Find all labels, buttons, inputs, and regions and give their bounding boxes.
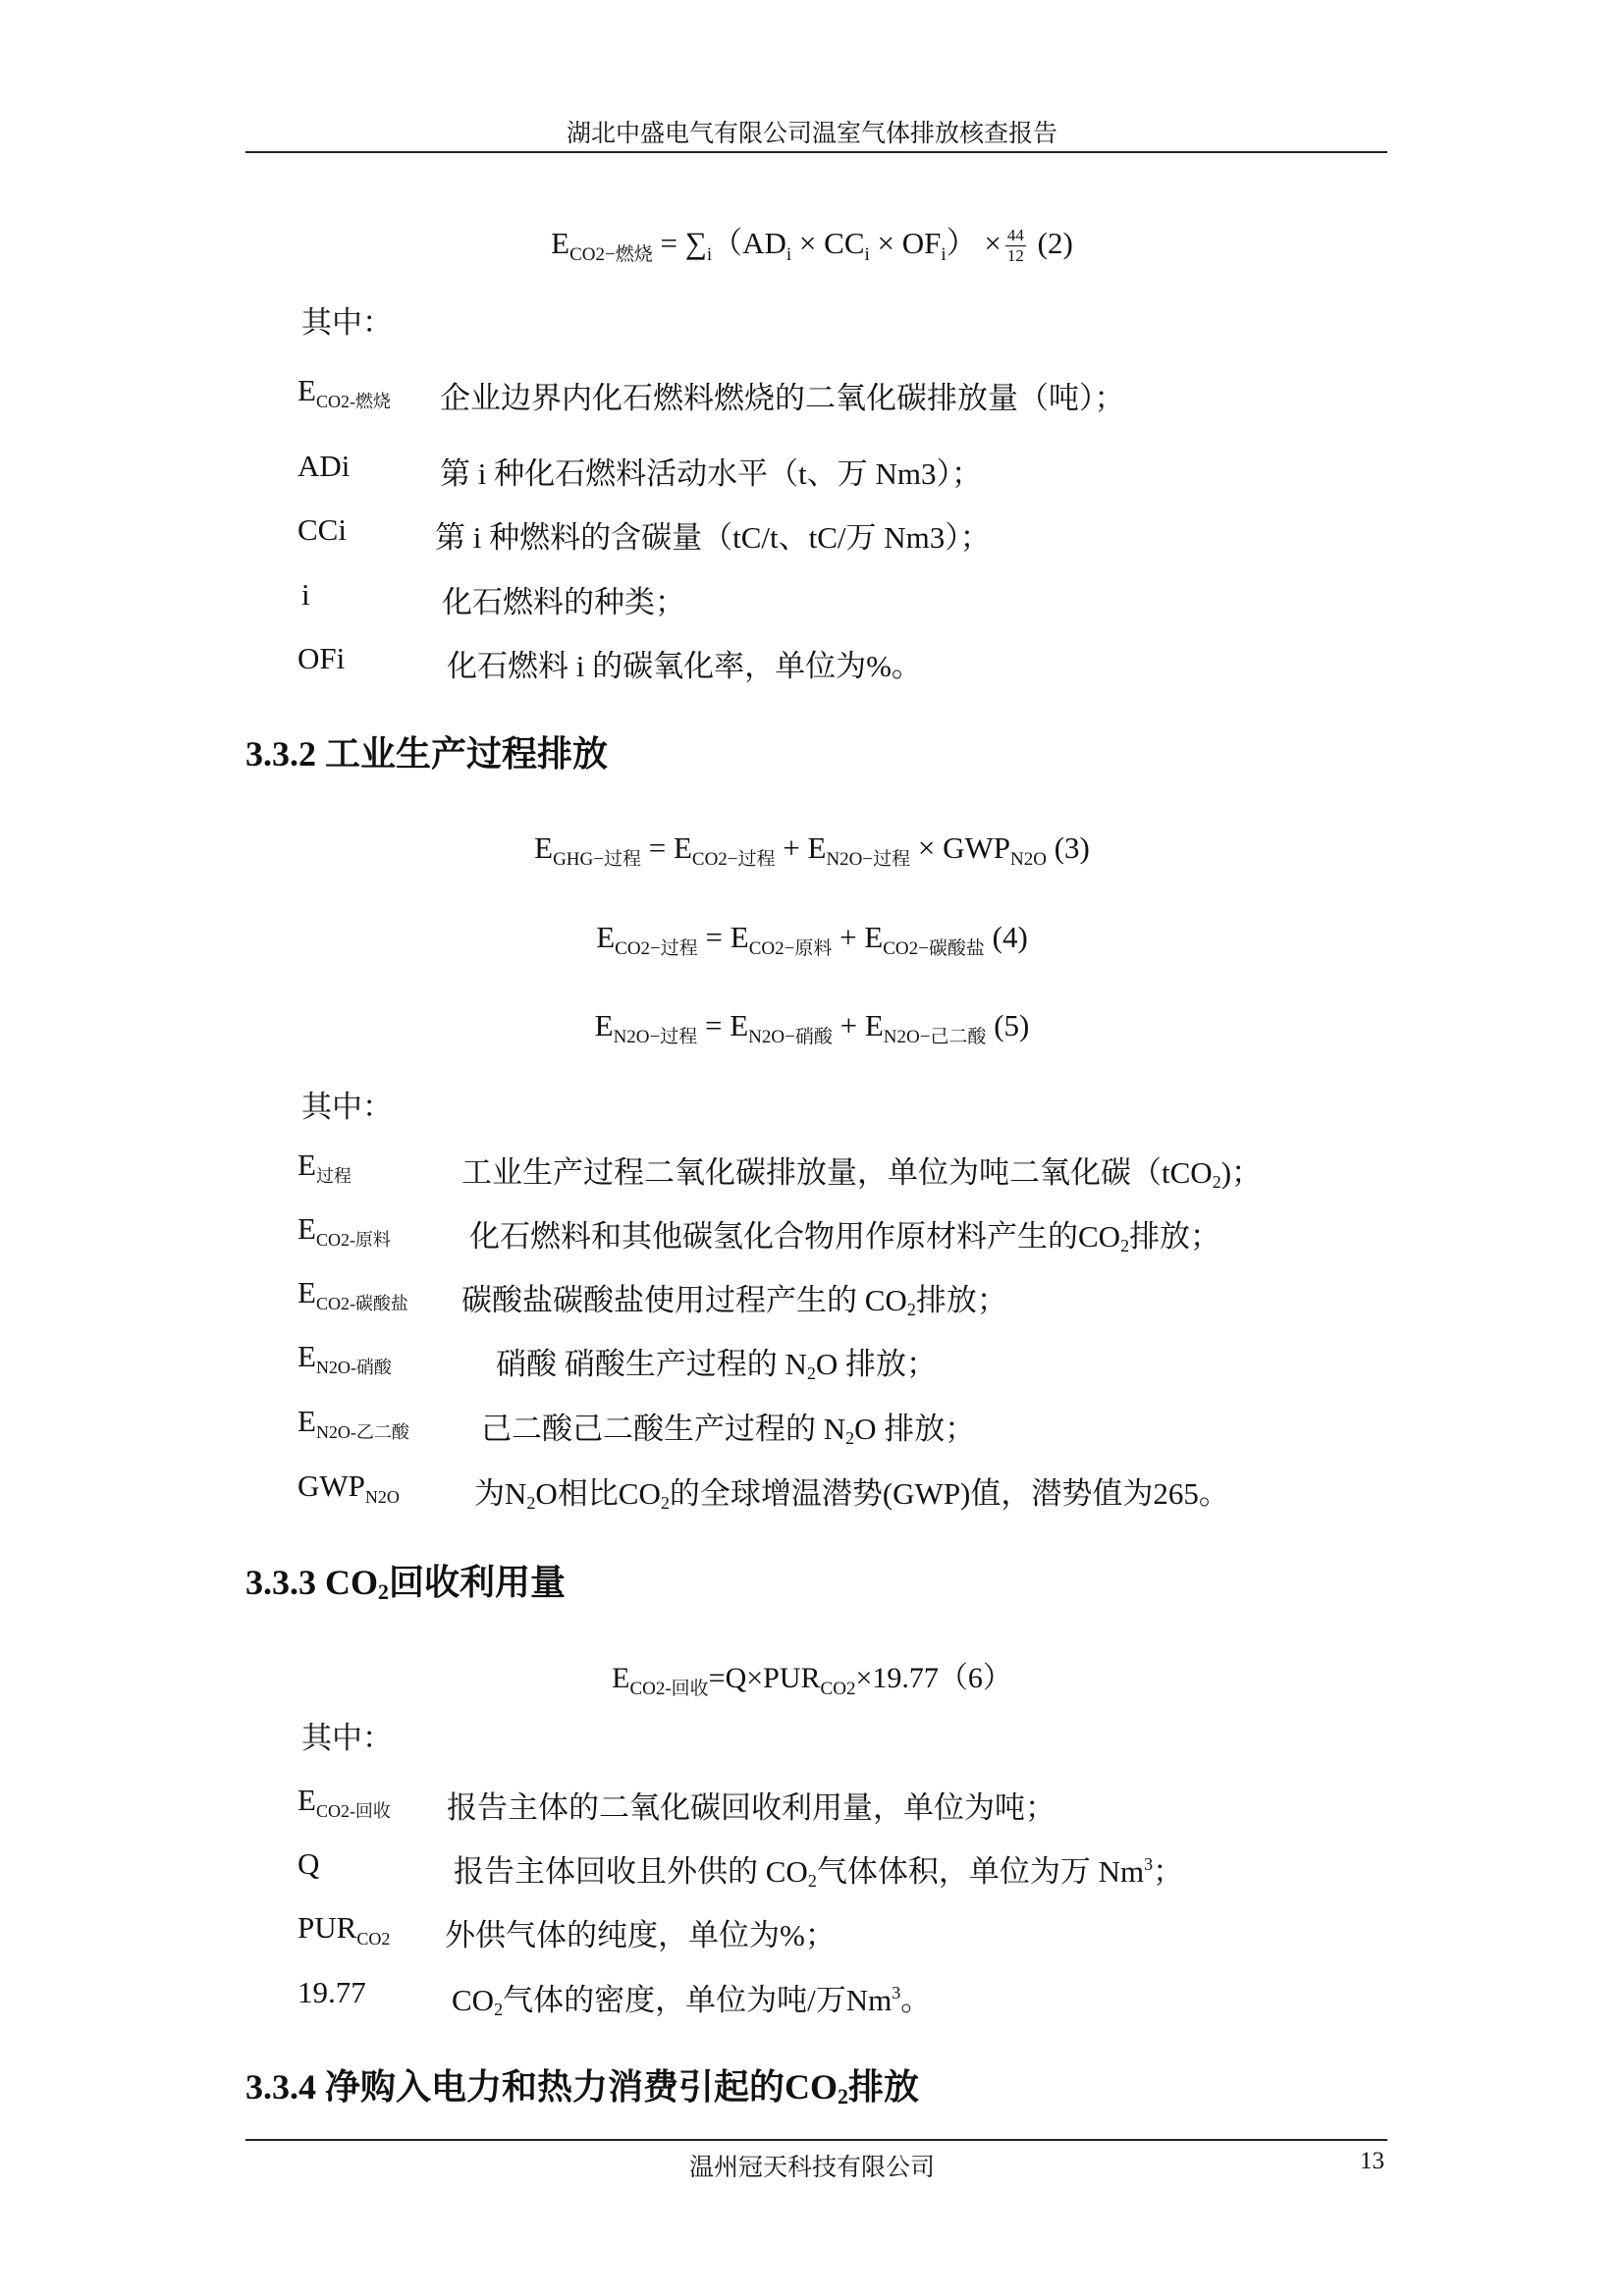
def-symbol: $GWP_{N2O}$	[298, 1468, 400, 1507]
def-symbol: $E_{过程}$	[298, 1148, 352, 1186]
formula-2: $E_{CO2-燃烧} = \sum_i(AD_i \times CC_i \times OF_i)$ × $\frac{44}{12}$ (2)	[551, 226, 1073, 266]
def-description: 报告主体的二氧化碳回收利用量，单位为吨；	[447, 1790, 1056, 1825]
qizhong-label: 其中：	[301, 1090, 393, 1124]
formula-5: $E_{N2O-过程} = E_{N2O-硝酸} + E_{N2O-己二酸}$ (5)	[594, 1008, 1030, 1047]
def-symbol: $E_{N2O-硝酸}$	[298, 1339, 392, 1377]
page-header-title: 湖北中盛电气有限公司温室气体排放核查报告	[566, 121, 1057, 147]
formula-3: $E_{GHG-过程} = E_{CO2-过程} + E_{N2O-过程} \times GWP_{N2O}$ (3)	[534, 830, 1090, 870]
def-symbol: ADi	[298, 449, 351, 483]
def-description: 外供气体的纯度，单位为%；	[445, 1918, 836, 1952]
def-symbol: $E_{CO2-碳酸盐}$	[298, 1275, 408, 1313]
def-description: 化石燃料和其他碳氢化合物用作原材料产生的$CO_2$排放；	[469, 1219, 1221, 1255]
def-symbol: $PUR_{CO2}$	[298, 1910, 391, 1949]
page-number: 13	[1360, 2148, 1384, 2174]
def-symbol: $E_{N2O-乙二酸}$	[298, 1404, 409, 1442]
def-description: 化石燃料 i 的碳氧化率，单位为%。	[447, 649, 922, 683]
qizhong-label: 其中：	[301, 305, 393, 340]
def-symbol: CCi	[298, 512, 347, 547]
formula-4: $E_{CO2-过程} = E_{CO2-原料} + E_{CO2-碳酸盐}$ (4)	[596, 920, 1028, 959]
def-symbol: $E_{CO2-燃烧}$	[298, 373, 391, 411]
qizhong-label: 其中：	[301, 1721, 393, 1755]
formula-6: $E_{CO2-回收}=Q\times PUR_{CO2}\times 19.77(6)$	[612, 1662, 1012, 1699]
def-symbol: 19.77	[298, 1975, 366, 2009]
section-heading-3-3-3: 3.3.3 $CO_2$回收利用量	[245, 1563, 567, 1604]
header-rule	[245, 151, 1387, 153]
def-symbol: $E_{CO2-回收}$	[298, 1783, 391, 1821]
def-description: 化石燃料的种类；	[442, 585, 685, 619]
def-description: 硝酸 硝酸生产过程的 $N_2O$ 排放；	[496, 1347, 938, 1383]
def-description: $CO_2$气体的密度，单位为吨/万Nm$^3$。	[452, 1983, 932, 2019]
def-description: 报告主体回收且外供的 $CO_2$气体体积，单位为万 Nm$^3$；	[454, 1854, 1184, 1891]
def-symbol: $E_{CO2-原料}$	[298, 1211, 391, 1250]
def-symbol: Q	[298, 1846, 320, 1881]
fraction-44-12: $\frac{44}{12}$	[1006, 226, 1024, 266]
footer-company: 温州冠天科技有限公司	[688, 2155, 935, 2181]
def-description: 第 i 种燃料的含碳量（tC/t、tC/万 Nm3）；	[435, 520, 991, 555]
def-description: 工业生产过程二氧化碳排放量，单位为吨二氧化碳（tCO$_2$)；	[461, 1155, 1263, 1192]
def-description: 己二酸己二酸生产过程的 $N_2O$ 排放；	[481, 1412, 976, 1448]
def-symbol: OFi	[298, 641, 346, 675]
def-description: 企业边界内化石燃料燃烧的二氧化碳排放量（吨）；	[440, 381, 1125, 415]
def-description: 第 i 种化石燃料活动水平（t、万 Nm3）；	[440, 456, 982, 491]
section-heading-3-3-2: 3.3.2 工业生产过程排放	[245, 734, 609, 774]
def-description: 为$N_2O$相比$CO_2$的全球增温潜势(GWP)值，潜势值为265。	[474, 1476, 1229, 1513]
def-description: 碳酸盐碳酸盐使用过程产生的 $CO_2$排放；	[461, 1283, 1007, 1319]
footer-rule	[245, 2139, 1387, 2141]
section-heading-3-3-4: 3.3.4 净购入电力和热力消费引起的$CO_2$排放	[245, 2067, 920, 2109]
def-symbol: i	[301, 577, 310, 612]
